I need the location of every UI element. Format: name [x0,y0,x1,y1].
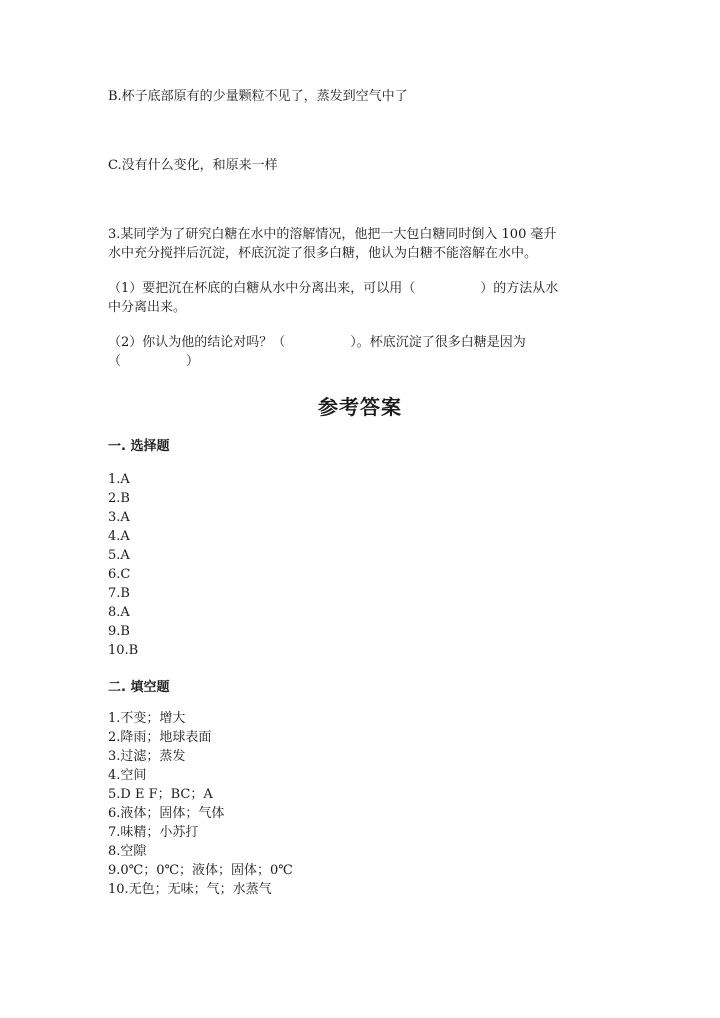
choice-section-heading: 一. 选择题 [108,439,170,454]
fill-answer-list [108,709,293,899]
question-3-sub-1-line-1: （1）要把沉在杯底的白糖从水中分离出来，可以用（ ）的方法从水 [108,281,559,296]
list-item: 7.B [108,586,130,601]
list-item: 8.A [108,605,130,620]
list-item: 2.降雨；地球表面 [108,730,212,745]
answer-title: 参考答案 [318,395,402,419]
list-item: 10.B [108,643,139,658]
list-item: 3.A [108,510,130,525]
list-item: 7.味精；小苏打 [108,825,199,840]
list-item: 4.空间 [108,768,147,783]
list-item: 9.B [108,624,130,639]
list-item: 2.B [108,491,130,506]
question-3-sub-1-line-2: 中分离出来。 [108,300,187,315]
choice-answer-list [108,470,138,660]
option-b: B.杯子底部原有的少量颗粒不见了，蒸发到空气中了 [108,89,408,104]
list-item: 3.过滤；蒸发 [108,749,186,764]
list-item: 8.空隙 [108,844,147,859]
list-item: 1.不变；增大 [108,711,186,726]
list-item: 4.A [108,529,130,544]
option-c: C.没有什么变化，和原来一样 [108,158,278,173]
question-3-sub-2-line-1: （2）你认为他的结论对吗？（ ）。杯底沉淀了很多白糖是因为 [108,335,526,350]
list-item: 6.C [108,567,131,582]
list-item: 10.无色；无味；气；水蒸气 [108,882,272,897]
list-item: 5.D E F；BC；A [108,787,213,802]
fill-section-heading: 二. 填空题 [108,680,170,695]
question-3-line-1: 3.某同学为了研究白糖在水中的溶解情况，他把一大包白糖同时倒入 100 毫升 [108,227,557,242]
list-item: 5.A [108,548,130,563]
question-3-line-2: 水中充分搅拌后沉淀，杯底沉淀了很多白糖，他认为白糖不能溶解在水中。 [108,246,538,261]
question-3-sub-2-line-2: （ ） [108,354,200,369]
list-item: 6.液体；固体；气体 [108,806,225,821]
list-item: 9.0℃；0℃；液体；固体；0℃ [108,863,293,878]
list-item: 1.A [108,472,130,487]
